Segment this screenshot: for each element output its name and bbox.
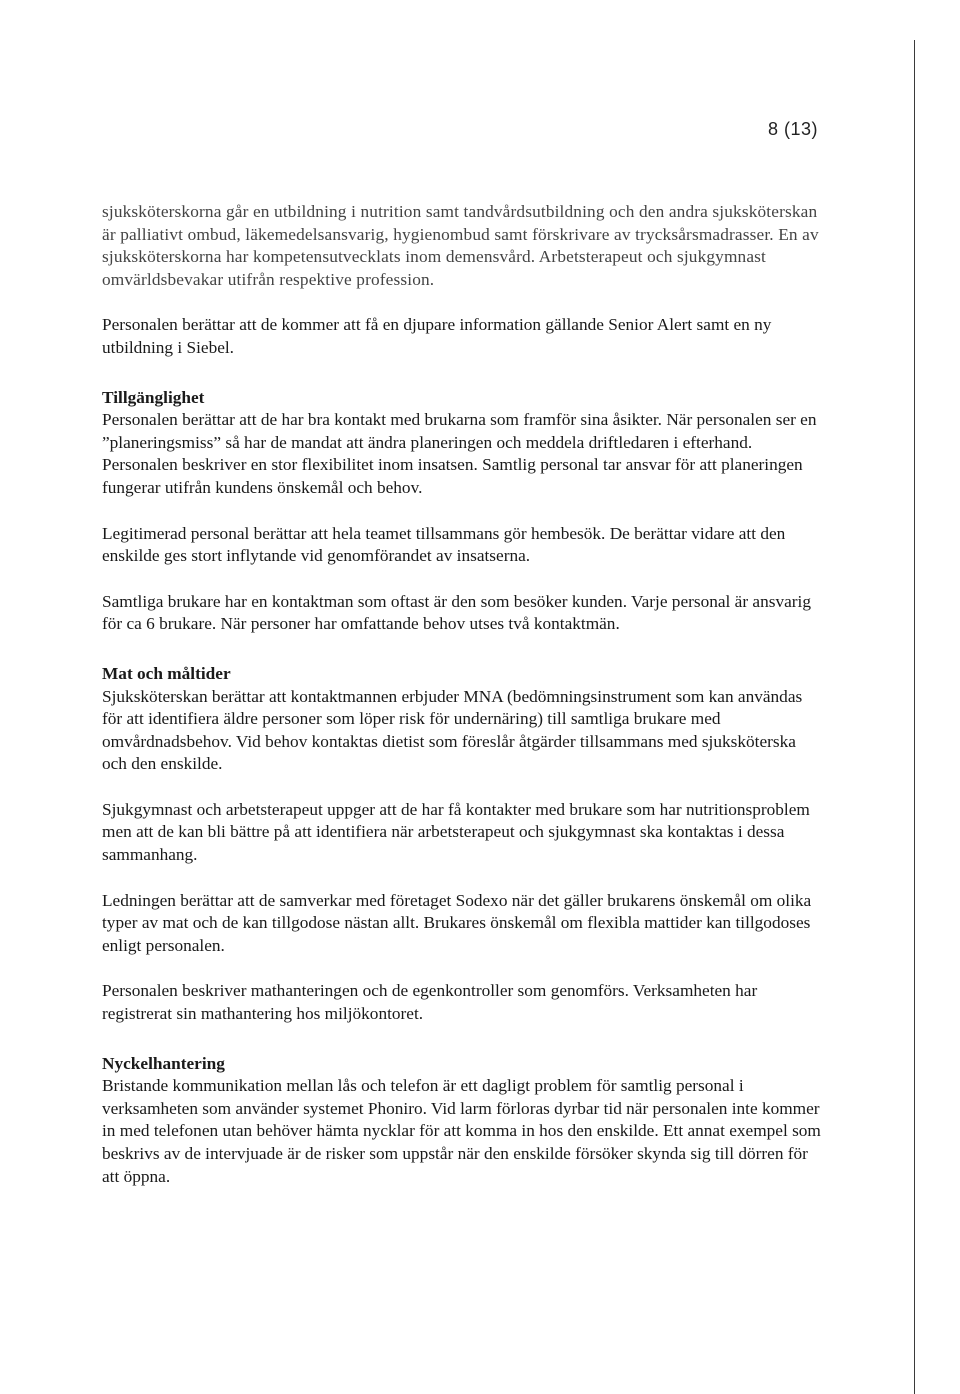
- paragraph-senior-alert: Personalen berättar att de kommer att få en djupare information gällande Senior Alert samt en ny utbildning i Siebel.: [102, 315, 772, 357]
- heading-mat-och-maltider: Mat och måltider: [102, 663, 231, 683]
- paragraph-mat-3: Ledningen berättar att de samverkar med företaget Sodexo när det gäller brukarens önskemål om olika typer av mat och de kan tillgodose nästan allt. Brukares önskemål om flexibla mattider kan tillgodoses enligt personalen.: [102, 890, 812, 955]
- paragraph-mat-1: Sjuksköterskan berättar att kontaktmannen erbjuder MNA (bedömningsinstrument som kan användas för att identifiera äldre personer som löper risk för undernäring) till samtliga brukare med omvårdnadsbehov. Vid behov kontaktas dietist som föreslår åtgärder tillsammans med sjuksköterska och den enskilde.: [102, 686, 803, 774]
- paragraph-tillganglighet-2: Legitimerad personal berättar att hela teamet tillsammans gör hembesök. De berättar vidare att den enskilde ges stort inflytande vid genomförandet av insatserna.: [102, 523, 786, 566]
- paragraph-tillganglighet-3: Samtliga brukare har en kontaktman som oftast är den som besöker kunden. Varje personal är ansvarig för ca 6 brukare. När personer har omfattande behov utses två kontaktmän.: [102, 591, 811, 634]
- paragraph-mat-4: Personalen beskriver mathanteringen och de egenkontroller som genomförs. Verksamheten har registrerat sin mathantering hos miljökontoret.: [102, 981, 758, 1024]
- heading-nyckelhantering: Nyckelhantering: [102, 1053, 225, 1073]
- paragraph-nyckelhantering-1: Bristande kommunikation mellan lås och telefon är ett dagligt problem för samtlig personal i verksamheten som använder systemet Phoniro. Vid larm förloras dyrbar tid när personalen inte kommer in med telefonen utan behöver hämta nycklar för att komma in hos den enskilde. Ett annat exempel som beskrivs av de intervjuade är de risker som uppstår när den enskilde försöker skynda sig till dörren för att öppna.: [102, 1076, 821, 1186]
- heading-tillganglighet: Tillgänglighet: [102, 387, 205, 407]
- scan-edge-line: [914, 40, 915, 1394]
- page-number: 8 (13): [768, 119, 819, 139]
- document-body: [102, 201, 822, 1211]
- paragraph-mat-2: Sjukgymnast och arbetsterapeut uppger att de har få kontakter med brukare som har nutritionsproblem men att de kan bli bättre på att identifiera när arbetsterapeut och sjukgymnast ska kontaktas i dessa sammanhang.: [102, 799, 810, 865]
- paragraph-tillganglighet-1: Personalen berättar att de har bra kontakt med brukarna som framför sina åsikter. När personalen ser en ”planeringsmiss” så har de mandat att ändra planeringen och meddela driftledaren i efterhand. Personalen beskriver en stor flexibilitet inom insatsen. Samtlig personal tar ansvar för att planeringen fungerar utifrån kundens önskemål och behov.: [102, 410, 817, 497]
- paragraph-intro: sjuksköterskorna går en utbildning i nutrition samt tandvårdsutbildning och den andra sjuksköterskan är palliativt ombud, läkemedelsansvarig, hygienombud samt förskrivare av trycksårsmadrasser. En av sjuksköterskorna har kompetensutvecklats inom demensvård. Arbetsterapeut och sjukgymnast omvärldsbevakar utifrån respektive profession.: [102, 202, 819, 289]
